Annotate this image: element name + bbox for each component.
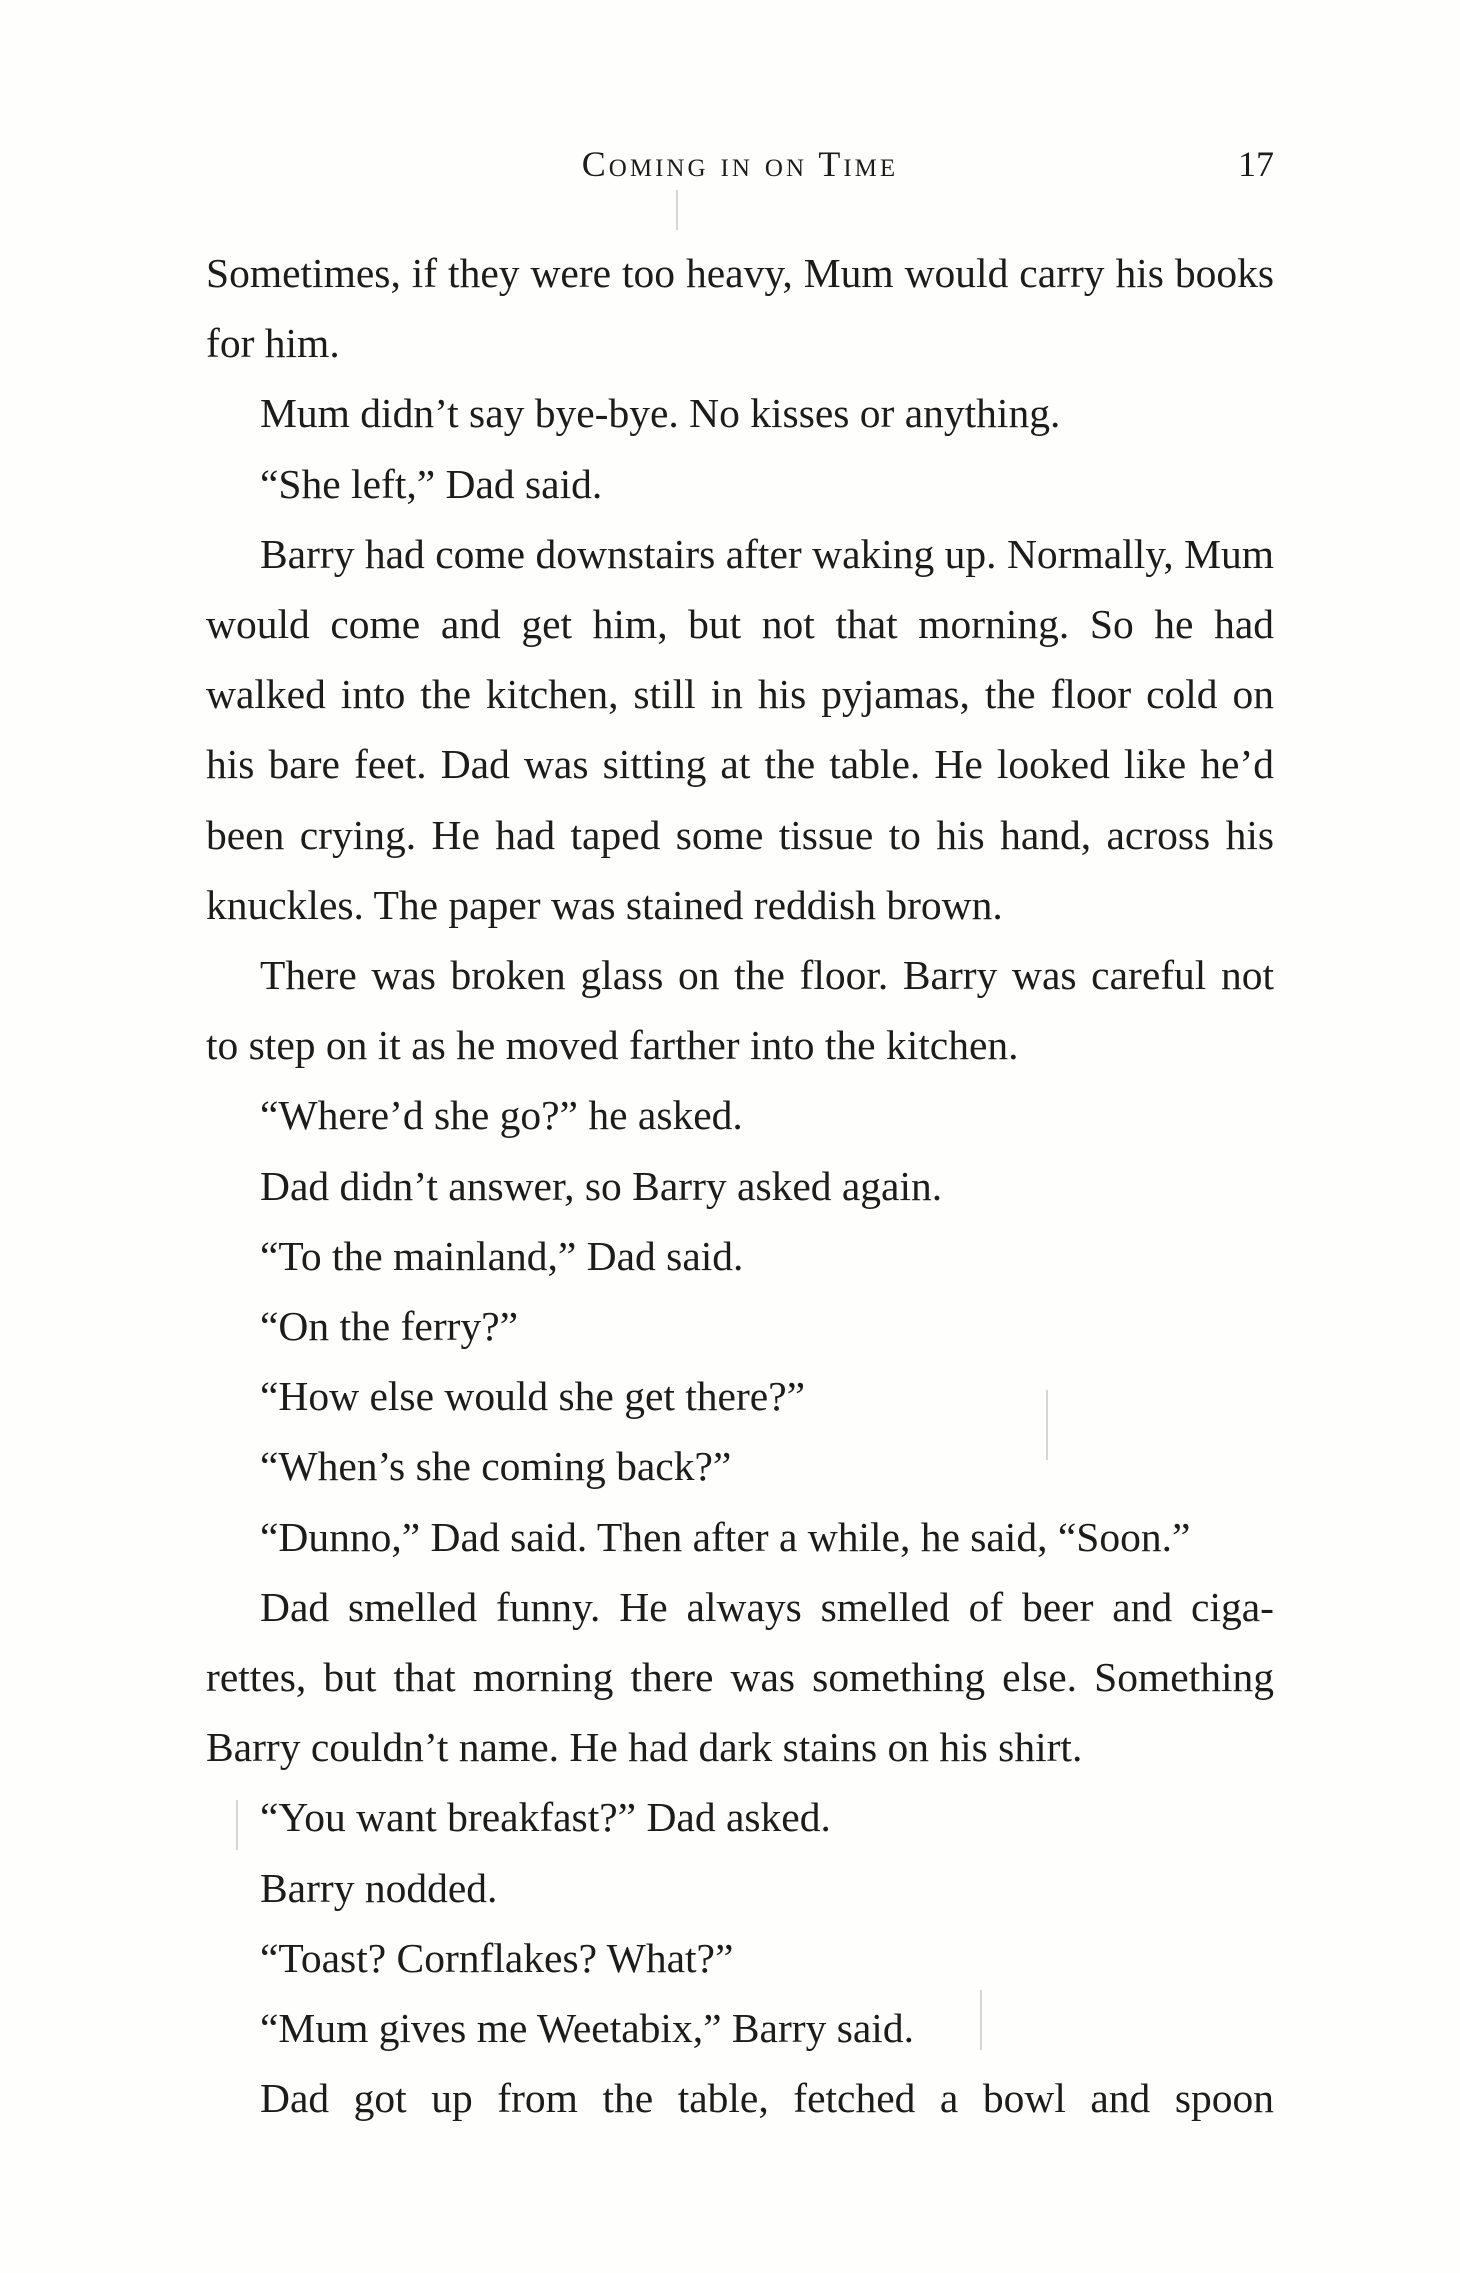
paragraph: Dad smelled funny. He always smelled of beer and cigarettes, but that morning there was something else. Something Barry couldn’t name. He had dark stains on his shirt. [206,1583,1274,1771]
paragraph: Sometimes, if they were too heavy, Mum would carry his books for him. [206,250,1274,367]
paragraph: “Mum gives me Weetabix,” Barry said. [260,2005,914,2052]
running-title: Coming in on Time [581,144,899,184]
paragraph: “Dunno,” Dad said. Then after a while, he said, “Soon.” [260,1513,1191,1560]
paragraph: “You want breakfast?” Dad asked. [260,1794,831,1841]
paragraph: There was broken glass on the floor. Barry was careful not to step on it as he moved farther into the kitchen. [206,952,1274,1069]
paragraph: “Toast? Cornflakes? What?” [260,1934,734,1981]
running-head [206,138,1274,198]
paragraph: “To the mainland,” Dad said. [260,1232,744,1279]
paragraph: Barry nodded. [260,1864,498,1911]
body-text [206,238,1274,2133]
page-number: 17 [1238,144,1274,184]
paragraph: Dad didn’t answer, so Barry asked again. [260,1162,943,1209]
paragraph: “On the ferry?” [260,1303,519,1350]
paragraph: “How else would she get there?” [260,1373,806,1420]
scan-artifact [980,1990,982,2050]
paragraph: “She left,” Dad said. [260,460,603,507]
scan-artifact [676,190,678,230]
paragraph: “Where’d she go?” he asked. [260,1092,743,1139]
paragraph: Dad got up from the table, fetched a bowl and spoon [260,2075,1274,2122]
scan-artifact [236,1800,238,1850]
scan-artifact [1046,1390,1048,1460]
paragraph: Barry had come downstairs after waking up. Normally, Mum would come and get him, but not that morning. So he had walked into the kitchen, still in his pyjamas, the floor cold on his bare feet. Dad was sitting at the table. He looked like he’d been crying. He had taped some tissue to his hand, across his knuckles. The paper was stained reddish brown. [206,530,1274,928]
paragraph: “When’s she coming back?” [260,1443,732,1490]
paragraph: Mum didn’t say bye-bye. No kisses or anything. [260,390,1061,437]
